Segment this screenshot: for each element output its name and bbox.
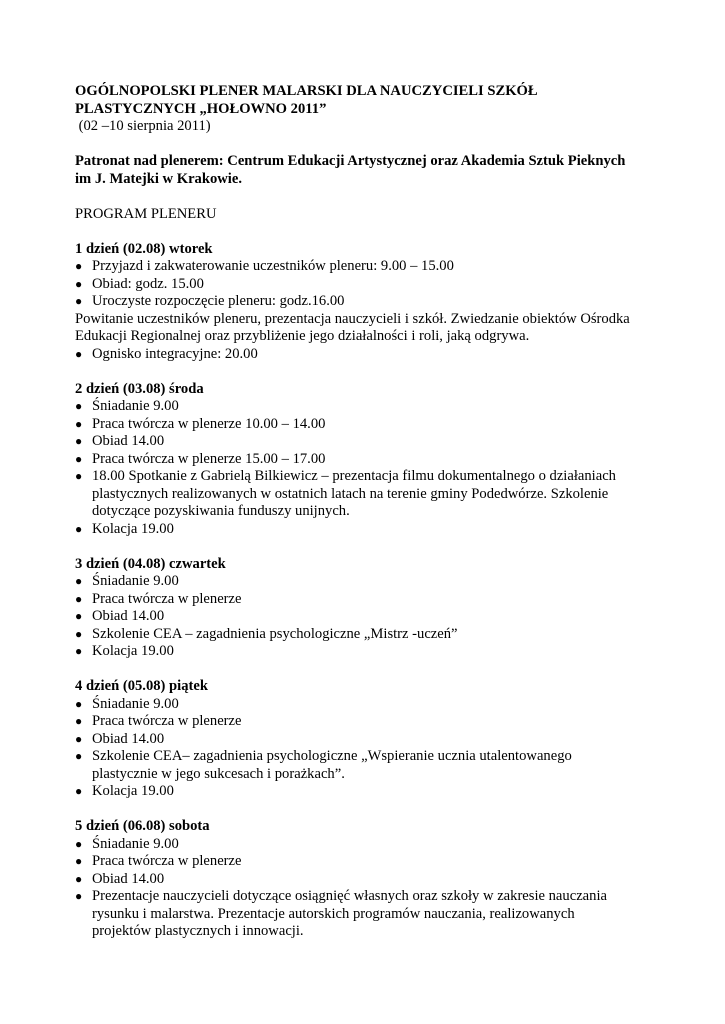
schedule-item: [75, 748, 655, 783]
schedule-item: [75, 626, 655, 644]
bullet-icon: ●: [75, 836, 83, 851]
schedule-item-text: rysunku i malarstwa. Prezentacje autorskich programów nauczania, realizowanych: [92, 905, 575, 922]
bullet-icon: ●: [75, 521, 83, 536]
schedule-item-text: Obiad 14.00: [92, 433, 165, 449]
schedule-item: [75, 416, 655, 434]
day-heading: 2 dzień (03.08) środa: [75, 380, 204, 397]
schedule-item: [75, 433, 655, 451]
bullet-icon: ●: [75, 626, 83, 641]
schedule-item-text: Obiad 14.00: [92, 730, 165, 747]
schedule-item: [75, 346, 655, 364]
schedule-item-text: Ognisko integracyjne: 20.00: [92, 345, 258, 362]
schedule-item-text: Prezentacje nauczycieli dotyczące osiągnięć własnych oraz szkoły w zakresie nauczania: [92, 888, 607, 904]
program-title: PROGRAM PLENERU: [75, 205, 217, 222]
schedule-item-text: plastycznych realizowanych w ostatnich latach na terenie gminy Podedwórze. Szkolenie: [92, 485, 609, 502]
program-day-section: [75, 678, 655, 801]
schedule-item-text: Kolacja 19.00: [92, 643, 174, 659]
schedule-item-text: Przyjazd i zakwaterowanie uczestników pleneru: 9.00 – 15.00: [92, 258, 454, 274]
schedule-item-text: Obiad: godz. 15.00: [92, 275, 204, 292]
schedule-item-text: Śniadanie 9.00: [92, 695, 179, 712]
bullet-icon: ●: [75, 591, 83, 606]
event-dates: (02 –10 sierpnia 2011): [75, 118, 211, 134]
schedule-item: [75, 521, 655, 539]
bullet-icon: ●: [75, 276, 83, 291]
schedule-item: [75, 783, 655, 801]
title-line-1: OGÓLNOPOLSKI PLENER MALARSKI DLA NAUCZYCIELI SZKÓŁ: [75, 83, 538, 99]
patronage-line-1: Patronat nad plenerem: Centrum Edukacji Artystycznej oraz Akademia Sztuk Pieknych: [75, 153, 626, 169]
schedule-item: [75, 871, 655, 889]
day-heading: 4 dzień (05.08) piątek: [75, 678, 208, 694]
schedule-item-text: Kolacja 19.00: [92, 520, 174, 537]
bullet-icon: ●: [75, 644, 83, 658]
document-content: [75, 83, 655, 941]
bullet-icon: ●: [75, 469, 83, 483]
schedule-item: [75, 573, 655, 591]
bullet-icon: ●: [75, 696, 83, 711]
program-day-section: [75, 241, 655, 364]
bullet-icon: ●: [75, 574, 83, 588]
schedule-list: [75, 696, 655, 801]
schedule-item-text: Obiad 14.00: [92, 870, 165, 887]
bullet-icon: ●: [75, 451, 83, 466]
day-description: [75, 311, 655, 346]
description-line: Powitanie uczestników pleneru, prezentacja nauczycieli i szkół. Zwiedzanie obiektów Ośrodka: [75, 310, 630, 327]
bullet-icon: ●: [75, 889, 83, 903]
bullet-icon: ●: [75, 294, 83, 308]
schedule-item-text: Uroczyste rozpoczęcie pleneru: godz.16.00: [92, 293, 345, 309]
bullet-icon: ●: [75, 871, 83, 886]
bullet-icon: ●: [75, 784, 83, 798]
program-day-section: [75, 556, 655, 661]
bullet-icon: ●: [75, 714, 83, 728]
schedule-item: [75, 276, 655, 294]
schedule-list: [75, 573, 655, 661]
schedule-item: [75, 398, 655, 416]
schedule-item-text: Praca twórcza w plenerze: [92, 713, 242, 729]
schedule-item: [75, 696, 655, 714]
title-line-2: PLASTYCZNYCH „HOŁOWNO 2011”: [75, 100, 327, 117]
schedule-item-text: Śniadanie 9.00: [92, 573, 179, 589]
patronage-line-2: im J. Matejki w Krakowie.: [75, 170, 242, 187]
schedule-item: [75, 608, 655, 626]
schedule-item-text: Szkolenie CEA– zagadnienia psychologiczne „Wspieranie ucznia utalentowanego: [92, 748, 572, 764]
bullet-icon: ●: [75, 434, 83, 448]
schedule-item-text: Szkolenie CEA – zagadnienia psychologiczne „Mistrz -uczeń”: [92, 625, 458, 642]
schedule-list: [75, 346, 655, 364]
schedule-item-text: projektów plastycznych i innowacji.: [92, 923, 304, 939]
schedule-list: [75, 836, 655, 941]
bullet-icon: ●: [75, 609, 83, 623]
schedule-item-text: Praca twórcza w plenerze: [92, 590, 242, 607]
schedule-item: [75, 713, 655, 731]
schedule-item-text: Praca twórcza w plenerze 10.00 – 14.00: [92, 415, 326, 432]
schedule-item: [75, 451, 655, 469]
schedule-item: [75, 258, 655, 276]
document-title: [75, 83, 655, 118]
schedule-list: [75, 258, 655, 311]
schedule-item: [75, 836, 655, 854]
schedule-item-text: Śniadanie 9.00: [92, 398, 179, 414]
schedule-item-text: plastycznie w jego sukcesach i porażkach”.: [92, 765, 345, 782]
schedule-item: [75, 731, 655, 749]
bullet-icon: ●: [75, 399, 83, 413]
schedule-item: [75, 888, 655, 941]
schedule-item-text: Praca twórcza w plenerze: [92, 853, 242, 869]
schedule-item-text: Śniadanie 9.00: [92, 835, 179, 852]
schedule-item-text: dotyczące pozyskiwania funduszy unijnych.: [92, 503, 350, 519]
schedule-item-text: 18.00 Spotkanie z Gabrielą Bilkiewicz – prezentacja filmu dokumentalnego o działaniach: [92, 468, 616, 484]
program-day-section: [75, 381, 655, 539]
schedule-item: [75, 853, 655, 871]
bullet-icon: ●: [75, 731, 83, 746]
day-heading: 1 dzień (02.08) wtorek: [75, 240, 213, 257]
bullet-icon: ●: [75, 259, 83, 273]
schedule-item-text: Kolacja 19.00: [92, 783, 174, 799]
day-heading: 3 dzień (04.08) czwartek: [75, 555, 226, 572]
description-line: Edukacji Regionalnej oraz przybliżenie jego działalności i roli, jaką odgrywa.: [75, 328, 530, 344]
schedule-item-text: Obiad 14.00: [92, 608, 165, 624]
bullet-icon: ●: [75, 749, 83, 763]
bullet-icon: ●: [75, 416, 83, 431]
program-day-section: [75, 818, 655, 941]
bullet-icon: ●: [75, 854, 83, 868]
schedule-item: [75, 468, 655, 521]
patronage-statement: [75, 153, 655, 188]
program-days: [75, 223, 655, 941]
schedule-item: [75, 293, 655, 311]
bullet-icon: ●: [75, 346, 83, 361]
schedule-item-text: Praca twórcza w plenerze 15.00 – 17.00: [92, 450, 326, 467]
schedule-item: [75, 591, 655, 609]
schedule-item: [75, 643, 655, 661]
schedule-list: [75, 398, 655, 538]
day-heading: 5 dzień (06.08) sobota: [75, 818, 210, 834]
